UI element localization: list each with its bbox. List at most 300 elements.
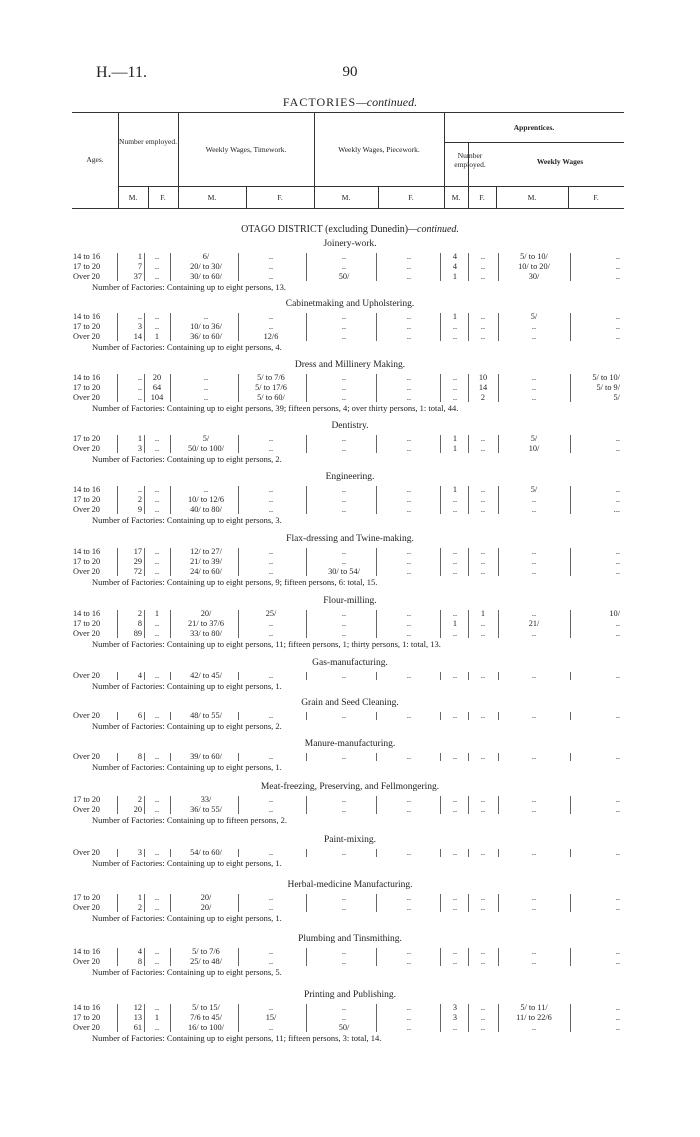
cell-f: .. bbox=[154, 322, 160, 331]
section-title: Manure-manufacturing. bbox=[304, 739, 396, 749]
cell-am: .. bbox=[452, 547, 458, 556]
column-separator bbox=[570, 1004, 571, 1032]
cell-wtf: .. bbox=[268, 619, 274, 628]
cell-wtf: .. bbox=[268, 262, 274, 271]
column-separator bbox=[498, 753, 499, 761]
cell-awm: .. bbox=[531, 609, 537, 618]
table-row bbox=[0, 609, 700, 619]
cell-wpm: .. bbox=[341, 322, 347, 331]
column-separator bbox=[117, 796, 118, 814]
table-row bbox=[0, 373, 700, 383]
cell-awm: .. bbox=[531, 505, 537, 514]
district-heading: OTAGO DISTRICT (excluding Dunedin)—continued. bbox=[241, 224, 459, 235]
cell-f: .. bbox=[154, 495, 160, 504]
column-separator bbox=[170, 374, 171, 402]
column-separator bbox=[306, 374, 307, 402]
cell-wtm: 20/ bbox=[200, 609, 212, 618]
column-separator bbox=[144, 948, 145, 966]
column-separator bbox=[376, 548, 377, 576]
timework-header: Weekly Wages, Timework. bbox=[205, 145, 287, 154]
table-row bbox=[0, 1003, 700, 1013]
cell-wtm: 50/ to 100/ bbox=[188, 444, 224, 453]
cell-m: 8 bbox=[137, 619, 142, 628]
cell-wtf: 12/6 bbox=[263, 332, 279, 341]
cell-awf: .. bbox=[615, 848, 620, 857]
column-separator bbox=[306, 435, 307, 453]
cell-wtm: .. bbox=[203, 485, 209, 494]
column-separator bbox=[306, 548, 307, 576]
column-separator bbox=[144, 1004, 145, 1032]
factory-count-note: Number of Factories: Containing up to eight persons, 11; fifteen persons, 1; thirty persons, 1: total, 13. bbox=[92, 639, 441, 649]
cell-f: 104 bbox=[150, 393, 164, 402]
cell-f: .. bbox=[154, 957, 160, 966]
page-title: FACTORIES—continued. bbox=[282, 95, 418, 109]
column-separator bbox=[570, 849, 571, 857]
cell-awf: .. bbox=[615, 1003, 620, 1012]
cell-awm: 5/ to 10/ bbox=[520, 252, 548, 261]
cell-awf: .. bbox=[615, 711, 620, 720]
cell-wpf: .. bbox=[406, 393, 412, 402]
table-row bbox=[0, 752, 700, 762]
column-separator bbox=[238, 610, 239, 638]
cell-awf: .. bbox=[615, 332, 620, 341]
cell-awm: .. bbox=[531, 671, 537, 680]
cell-awf: .. bbox=[615, 272, 620, 281]
cell-wtm: .. bbox=[203, 312, 209, 321]
column-separator bbox=[376, 313, 377, 341]
cell-wtf: 25/ bbox=[265, 609, 277, 618]
cell-wtm: .. bbox=[203, 373, 209, 382]
cell-wpf: .. bbox=[406, 547, 412, 556]
cell-am: .. bbox=[452, 505, 458, 514]
cell-m: 13 bbox=[133, 1013, 142, 1022]
column-separator bbox=[306, 948, 307, 966]
cell-wtm: 6/ bbox=[202, 252, 210, 261]
column-separator bbox=[570, 672, 571, 680]
cell-wtf: 5/ to 60/ bbox=[257, 393, 285, 402]
table-row bbox=[0, 547, 700, 557]
table-row bbox=[0, 322, 700, 332]
cell-wpm: .. bbox=[341, 485, 347, 494]
column-separator bbox=[498, 672, 499, 680]
column-separator bbox=[306, 672, 307, 680]
cell-age: Over 20 bbox=[73, 671, 100, 680]
cell-am: .. bbox=[452, 393, 458, 402]
column-separator bbox=[468, 610, 469, 638]
page-header bbox=[0, 64, 700, 88]
factory-count-note: Number of Factories: Containing up to eight persons, 2. bbox=[92, 454, 282, 464]
table-row bbox=[0, 805, 700, 815]
column-separator bbox=[440, 313, 441, 341]
column-separator bbox=[170, 894, 171, 912]
cell-awf: .. bbox=[615, 262, 620, 271]
cell-m: 4 bbox=[137, 947, 142, 956]
cell-age: 17 to 20 bbox=[73, 619, 101, 628]
cell-wpf: .. bbox=[406, 557, 412, 566]
cell-f: .. bbox=[154, 262, 160, 271]
column-separator bbox=[238, 313, 239, 341]
column-separator bbox=[498, 313, 499, 341]
column-separator bbox=[238, 672, 239, 680]
column-separator bbox=[238, 1004, 239, 1032]
cell-wtm: 10/ to 12/6 bbox=[188, 495, 224, 504]
column-separator bbox=[468, 253, 469, 281]
cell-awm: 5/ bbox=[530, 312, 538, 321]
column-separator bbox=[468, 313, 469, 341]
cell-awf: .. bbox=[615, 947, 620, 956]
cell-awm: .. bbox=[531, 373, 537, 382]
cell-am: .. bbox=[452, 752, 458, 761]
column-separator bbox=[440, 374, 441, 402]
column-separator bbox=[306, 610, 307, 638]
column-separator bbox=[376, 948, 377, 966]
cell-awm: .. bbox=[531, 557, 537, 566]
column-separator bbox=[498, 894, 499, 912]
cell-wpf: .. bbox=[406, 1003, 412, 1012]
cell-f: .. bbox=[154, 671, 160, 680]
cell-wpm: .. bbox=[341, 1003, 347, 1012]
cell-awf: .. bbox=[615, 444, 620, 453]
f-header: F. bbox=[408, 193, 414, 202]
cell-am: 1 bbox=[452, 434, 458, 443]
cell-af: .. bbox=[480, 332, 486, 341]
cell-wpf: .. bbox=[406, 444, 412, 453]
cell-af: .. bbox=[480, 711, 486, 720]
m-header: M. bbox=[451, 193, 461, 202]
column-separator bbox=[238, 374, 239, 402]
cell-f: .. bbox=[154, 947, 160, 956]
column-separator bbox=[117, 672, 118, 680]
column-separator bbox=[238, 435, 239, 453]
cell-wtm: .. bbox=[203, 383, 209, 392]
cell-age: Over 20 bbox=[73, 903, 100, 912]
cell-wtm: 20/ bbox=[200, 893, 212, 902]
cell-af: .. bbox=[480, 752, 486, 761]
section-title: Plumbing and Tinsmithing. bbox=[298, 934, 402, 944]
column-separator bbox=[170, 672, 171, 680]
section-title: Cabinetmaking and Upholstering. bbox=[285, 299, 415, 309]
column-separator bbox=[376, 486, 377, 514]
factory-count-note: Number of Factories: Containing up to eight persons, 11; fifteen persons, 3: total, 14. bbox=[92, 1033, 382, 1043]
column-separator bbox=[238, 253, 239, 281]
section-title: Paint-mixing. bbox=[324, 835, 376, 845]
cell-wpf: .. bbox=[406, 252, 412, 261]
table-row bbox=[0, 848, 700, 858]
section-title: Flour-milling. bbox=[323, 596, 377, 606]
cell-awf: 5/ to 9/ bbox=[596, 383, 620, 392]
column-separator bbox=[376, 712, 377, 720]
cell-af: .. bbox=[480, 322, 486, 331]
cell-wtf: .. bbox=[268, 1023, 274, 1032]
cell-af: .. bbox=[480, 312, 486, 321]
cell-age: 14 to 16 bbox=[73, 312, 101, 321]
cell-f: .. bbox=[154, 805, 160, 814]
cell-wtf: .. bbox=[268, 495, 274, 504]
column-separator bbox=[144, 486, 145, 514]
cell-af: .. bbox=[480, 848, 486, 857]
f-header: F. bbox=[277, 193, 283, 202]
cell-af: 14 bbox=[478, 383, 488, 392]
cell-wtf: .. bbox=[268, 252, 274, 261]
cell-awf: 5/ bbox=[613, 393, 620, 402]
column-separator bbox=[468, 1004, 469, 1032]
cell-af: .. bbox=[480, 547, 486, 556]
cell-wtf: .. bbox=[268, 1003, 274, 1012]
cell-wpm: .. bbox=[341, 795, 347, 804]
column-separator bbox=[440, 1004, 441, 1032]
column-separator bbox=[238, 486, 239, 514]
cell-af: .. bbox=[480, 252, 486, 261]
table-row bbox=[0, 893, 700, 903]
cell-m: 89 bbox=[133, 629, 142, 638]
column-separator bbox=[238, 548, 239, 576]
section-title: Dentistry. bbox=[331, 421, 369, 431]
cell-m: 61 bbox=[133, 1023, 142, 1032]
cell-am: .. bbox=[452, 903, 458, 912]
column-separator bbox=[376, 374, 377, 402]
f-header: F. bbox=[160, 193, 166, 202]
cell-af: .. bbox=[480, 671, 486, 680]
cell-af: .. bbox=[480, 1003, 486, 1012]
cell-m: 8 bbox=[137, 957, 142, 966]
column-separator bbox=[376, 435, 377, 453]
cell-wpm: .. bbox=[341, 893, 347, 902]
column-separator bbox=[117, 849, 118, 857]
cell-wpm: .. bbox=[341, 444, 347, 453]
cell-wpf: .. bbox=[406, 893, 412, 902]
column-separator bbox=[440, 753, 441, 761]
table-row bbox=[0, 795, 700, 805]
column-separator bbox=[306, 486, 307, 514]
column-separator bbox=[170, 486, 171, 514]
column-separator bbox=[170, 313, 171, 341]
column-separator bbox=[144, 374, 145, 402]
cell-m: .. bbox=[137, 373, 142, 382]
piecework-header: Weekly Wages, Piecework. bbox=[338, 145, 420, 154]
cell-wpf: .. bbox=[406, 272, 412, 281]
cell-wpf: .. bbox=[406, 711, 412, 720]
factory-count-note: Number of Factories: Containing up to eight persons, 5. bbox=[92, 967, 282, 977]
cell-wtm: 7/6 to 45/ bbox=[190, 1013, 222, 1022]
column-separator bbox=[376, 796, 377, 814]
cell-am: .. bbox=[452, 947, 458, 956]
column-separator bbox=[117, 548, 118, 576]
cell-age: Over 20 bbox=[73, 752, 100, 761]
column-separator bbox=[440, 672, 441, 680]
factory-count-note: Number of Factories: Containing up to eight persons, 2. bbox=[92, 721, 282, 731]
cell-age: 14 to 16 bbox=[73, 547, 101, 556]
column-separator bbox=[170, 712, 171, 720]
cell-am: 1 bbox=[452, 272, 458, 281]
cell-am: .. bbox=[452, 711, 458, 720]
cell-wtf: 5/ to 7/6 bbox=[257, 373, 285, 382]
cell-awf: .. bbox=[615, 752, 620, 761]
cell-am: .. bbox=[452, 671, 458, 680]
cell-awf: .. bbox=[615, 567, 620, 576]
cell-wpf: .. bbox=[406, 629, 412, 638]
cell-wpf: .. bbox=[406, 312, 412, 321]
column-separator bbox=[238, 894, 239, 912]
section-title: Herbal-medicine Manufacturing. bbox=[287, 880, 413, 890]
column-separator bbox=[170, 849, 171, 857]
cell-awf: .. bbox=[615, 805, 620, 814]
cell-wtm: 48/ to 55/ bbox=[190, 711, 222, 720]
table-row bbox=[0, 557, 700, 567]
cell-m: 7 bbox=[137, 262, 142, 271]
cell-age: Over 20 bbox=[73, 272, 100, 281]
column-separator bbox=[440, 548, 441, 576]
cell-wpm: .. bbox=[341, 332, 347, 341]
table-row bbox=[0, 957, 700, 967]
section-title: Meat-freezing, Preserving, and Fellmongering. bbox=[260, 782, 440, 792]
column-separator bbox=[117, 486, 118, 514]
f-header: F. bbox=[593, 193, 599, 202]
cell-awm: 5/ bbox=[530, 434, 538, 443]
cell-f: .. bbox=[154, 557, 160, 566]
cell-wpf: .. bbox=[406, 262, 412, 271]
cell-age: Over 20 bbox=[73, 957, 100, 966]
cell-af: .. bbox=[480, 557, 486, 566]
column-separator bbox=[306, 796, 307, 814]
column-separator bbox=[376, 672, 377, 680]
cell-wpm: .. bbox=[341, 629, 347, 638]
column-separator bbox=[570, 435, 571, 453]
cell-af: .. bbox=[480, 1023, 486, 1032]
column-separator bbox=[468, 948, 469, 966]
cell-wpm: .. bbox=[341, 752, 347, 761]
column-separator bbox=[170, 253, 171, 281]
cell-awm: .. bbox=[531, 383, 537, 392]
column-separator bbox=[570, 796, 571, 814]
cell-wtm: 25/ to 48/ bbox=[190, 957, 222, 966]
column-separator bbox=[570, 610, 571, 638]
column-separator bbox=[238, 712, 239, 720]
column-separator bbox=[498, 548, 499, 576]
cell-af: .. bbox=[480, 505, 486, 514]
cell-age: 14 to 16 bbox=[73, 485, 101, 494]
column-separator bbox=[144, 796, 145, 814]
table-row bbox=[0, 947, 700, 957]
column-separator bbox=[117, 894, 118, 912]
column-separator bbox=[498, 1004, 499, 1032]
cell-am: .. bbox=[452, 322, 458, 331]
cell-m: 4 bbox=[137, 671, 142, 680]
cell-wpf: .. bbox=[406, 795, 412, 804]
column-separator bbox=[440, 486, 441, 514]
number-employed-header: Number employed. bbox=[119, 137, 177, 146]
cell-awm: .. bbox=[531, 957, 537, 966]
column-separator bbox=[498, 712, 499, 720]
m-header: M. bbox=[128, 193, 138, 202]
cell-wtf: .. bbox=[268, 312, 274, 321]
column-separator bbox=[468, 849, 469, 857]
cell-wtm: 21/ to 37/6 bbox=[188, 619, 224, 628]
cell-age: Over 20 bbox=[73, 629, 100, 638]
cell-f: .. bbox=[154, 629, 160, 638]
cell-age: 14 to 16 bbox=[73, 947, 101, 956]
column-separator bbox=[440, 610, 441, 638]
cell-m: 20 bbox=[133, 805, 142, 814]
column-separator bbox=[498, 849, 499, 857]
cell-awm: 21/ bbox=[528, 619, 540, 628]
factory-count-note: Number of Factories: Containing up to eight persons, 9; fifteen persons, 6: total, 15. bbox=[92, 577, 378, 587]
table-row bbox=[0, 903, 700, 913]
column-separator bbox=[306, 849, 307, 857]
column-separator bbox=[117, 753, 118, 761]
cell-am: .. bbox=[452, 848, 458, 857]
cell-wpm: .. bbox=[341, 957, 347, 966]
column-header bbox=[72, 112, 624, 210]
cell-age: 17 to 20 bbox=[73, 322, 101, 331]
cell-awf: .. bbox=[615, 1023, 620, 1032]
cell-f: .. bbox=[154, 252, 160, 261]
cell-age: 14 to 16 bbox=[73, 609, 101, 618]
cell-am: 4 bbox=[452, 252, 458, 261]
cell-age: Over 20 bbox=[73, 805, 100, 814]
cell-wtf: 15/ bbox=[265, 1013, 277, 1022]
cell-m: 14 bbox=[133, 332, 142, 341]
cell-m: .. bbox=[137, 393, 142, 402]
column-separator bbox=[468, 548, 469, 576]
cell-awm: .. bbox=[531, 393, 537, 402]
column-separator bbox=[238, 948, 239, 966]
column-separator bbox=[144, 435, 145, 453]
table-row bbox=[0, 619, 700, 629]
column-separator bbox=[440, 948, 441, 966]
cell-wpf: .. bbox=[406, 567, 412, 576]
cell-awm: 10/ bbox=[528, 444, 540, 453]
cell-awf: .. bbox=[615, 252, 620, 261]
cell-af: .. bbox=[480, 795, 486, 804]
cell-age: 17 to 20 bbox=[73, 383, 101, 392]
column-separator bbox=[170, 1004, 171, 1032]
cell-f: .. bbox=[154, 434, 160, 443]
column-separator bbox=[117, 435, 118, 453]
cell-m: .. bbox=[137, 383, 142, 392]
cell-age: Over 20 bbox=[73, 567, 100, 576]
column-separator bbox=[498, 610, 499, 638]
column-separator bbox=[570, 253, 571, 281]
cell-am: 1 bbox=[452, 312, 458, 321]
cell-m: 2 bbox=[137, 495, 142, 504]
column-separator bbox=[170, 435, 171, 453]
m-header: M. bbox=[527, 193, 537, 202]
cell-f: 64 bbox=[152, 383, 162, 392]
cell-f: .. bbox=[154, 903, 160, 912]
column-separator bbox=[498, 374, 499, 402]
table-row bbox=[0, 671, 700, 681]
cell-age: Over 20 bbox=[73, 393, 100, 402]
section-title: Grain and Seed Cleaning. bbox=[301, 698, 399, 708]
cell-af: .. bbox=[480, 893, 486, 902]
cell-awm: .. bbox=[531, 547, 537, 556]
column-separator bbox=[144, 548, 145, 576]
cell-f: .. bbox=[154, 272, 160, 281]
cell-wpf: .. bbox=[406, 322, 412, 331]
cell-awm: .. bbox=[531, 629, 537, 638]
cell-af: .. bbox=[480, 272, 486, 281]
cell-wpf: .. bbox=[406, 619, 412, 628]
cell-wpm: .. bbox=[341, 434, 347, 443]
cell-wtf: .. bbox=[268, 671, 274, 680]
cell-wtf: .. bbox=[268, 795, 274, 804]
table-row bbox=[0, 1013, 700, 1023]
cell-age: 14 to 16 bbox=[73, 373, 101, 382]
column-separator bbox=[306, 253, 307, 281]
cell-awf: .. bbox=[615, 671, 620, 680]
table-row bbox=[0, 495, 700, 505]
cell-wpm: .. bbox=[341, 848, 347, 857]
